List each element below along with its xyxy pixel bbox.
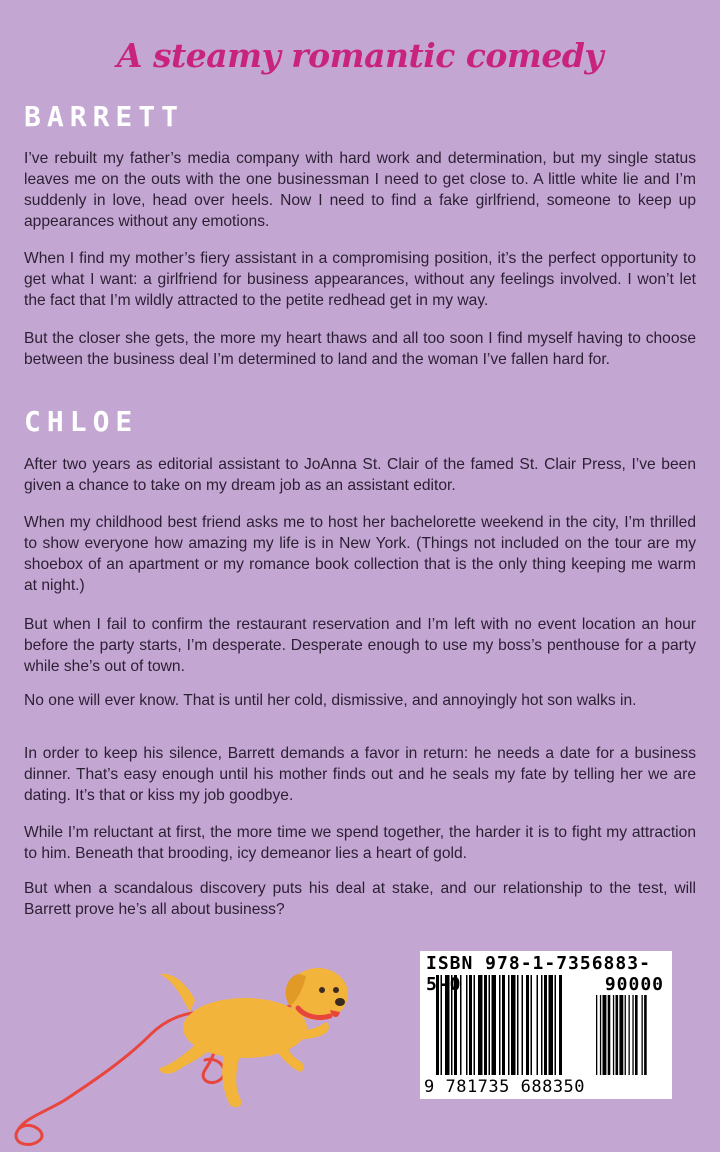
paragraph: When my childhood best friend asks me to host her bachelorette weekend in the city, I’m thrilled to show everyone how amazing my life is in New York. (Things not included on the tour are my shoebox of an apartment or my romance book collection that is the only thing keeping me warm at night.) (24, 514, 696, 594)
paragraph: But the closer she gets, the more my heart thaws and all too soon I find myself having to choose between the business deal I’m determined to land and the woman I’ve fallen hard for. (24, 330, 696, 368)
paragraph: But when a scandalous discovery puts his deal at stake, and our relationship to the test, will Barrett prove he’s all about business? (24, 880, 696, 918)
paragraph: I’ve rebuilt my father’s media company with hard work and determination, but my single status leaves me on the outs with the one businessman I need to get close to. A little white lie and I’m suddenly in love, head over heels. Now I need to find a fake girlfriend, someone to keep up appearances without any emotions. (24, 150, 696, 230)
running-dog-with-leash-icon (0, 960, 360, 1152)
paragraph: In order to keep his silence, Barrett demands a favor in return: he needs a date for a business dinner. That’s easy enough until his mother finds out and he seals my fate by telling her we are dating. It’s that or kiss my job goodbye. (24, 745, 696, 804)
section-heading-barrett: BARRETT (24, 100, 185, 133)
paragraph: While I’m reluctant at first, the more time we spend together, the harder it is to fight my attraction to him. Beneath that brooding, icy demeanor lies a heart of gold. (24, 824, 696, 862)
section-heading-chloe: CHLOE (24, 405, 139, 438)
barcode-digits: 9 781735 688350 (424, 1077, 586, 1097)
paragraph: After two years as editorial assistant to JoAnna St. Clair of the famed St. Clair Press, I’ve been given a chance to take on my dream job as an assistant editor. (24, 456, 696, 494)
isbn-number: ISBN 978-1-7356883-5-0 (426, 953, 651, 995)
price-code: 90000 (604, 974, 664, 995)
isbn-barcode (420, 951, 672, 1099)
tagline: A steamy romantic comedy (116, 36, 604, 75)
paragraph: When I find my mother’s fiery assistant in a compromising position, it’s the perfect opportunity to get what I want: a girlfriend for business appearances, without any feelings involved. I won’t let the fact that I’m wildly attracted to the petite redhead get in my way. (24, 250, 696, 309)
paragraph: But when I fail to confirm the restaurant reservation and I’m left with no event location an hour before the party starts, I’m desperate. Desperate enough to use my boss’s penthouse for a party while she’s out of town. (24, 616, 696, 675)
paragraph: No one will ever know. That is until her cold, dismissive, and annoyingly hot son walks in. (24, 692, 637, 709)
